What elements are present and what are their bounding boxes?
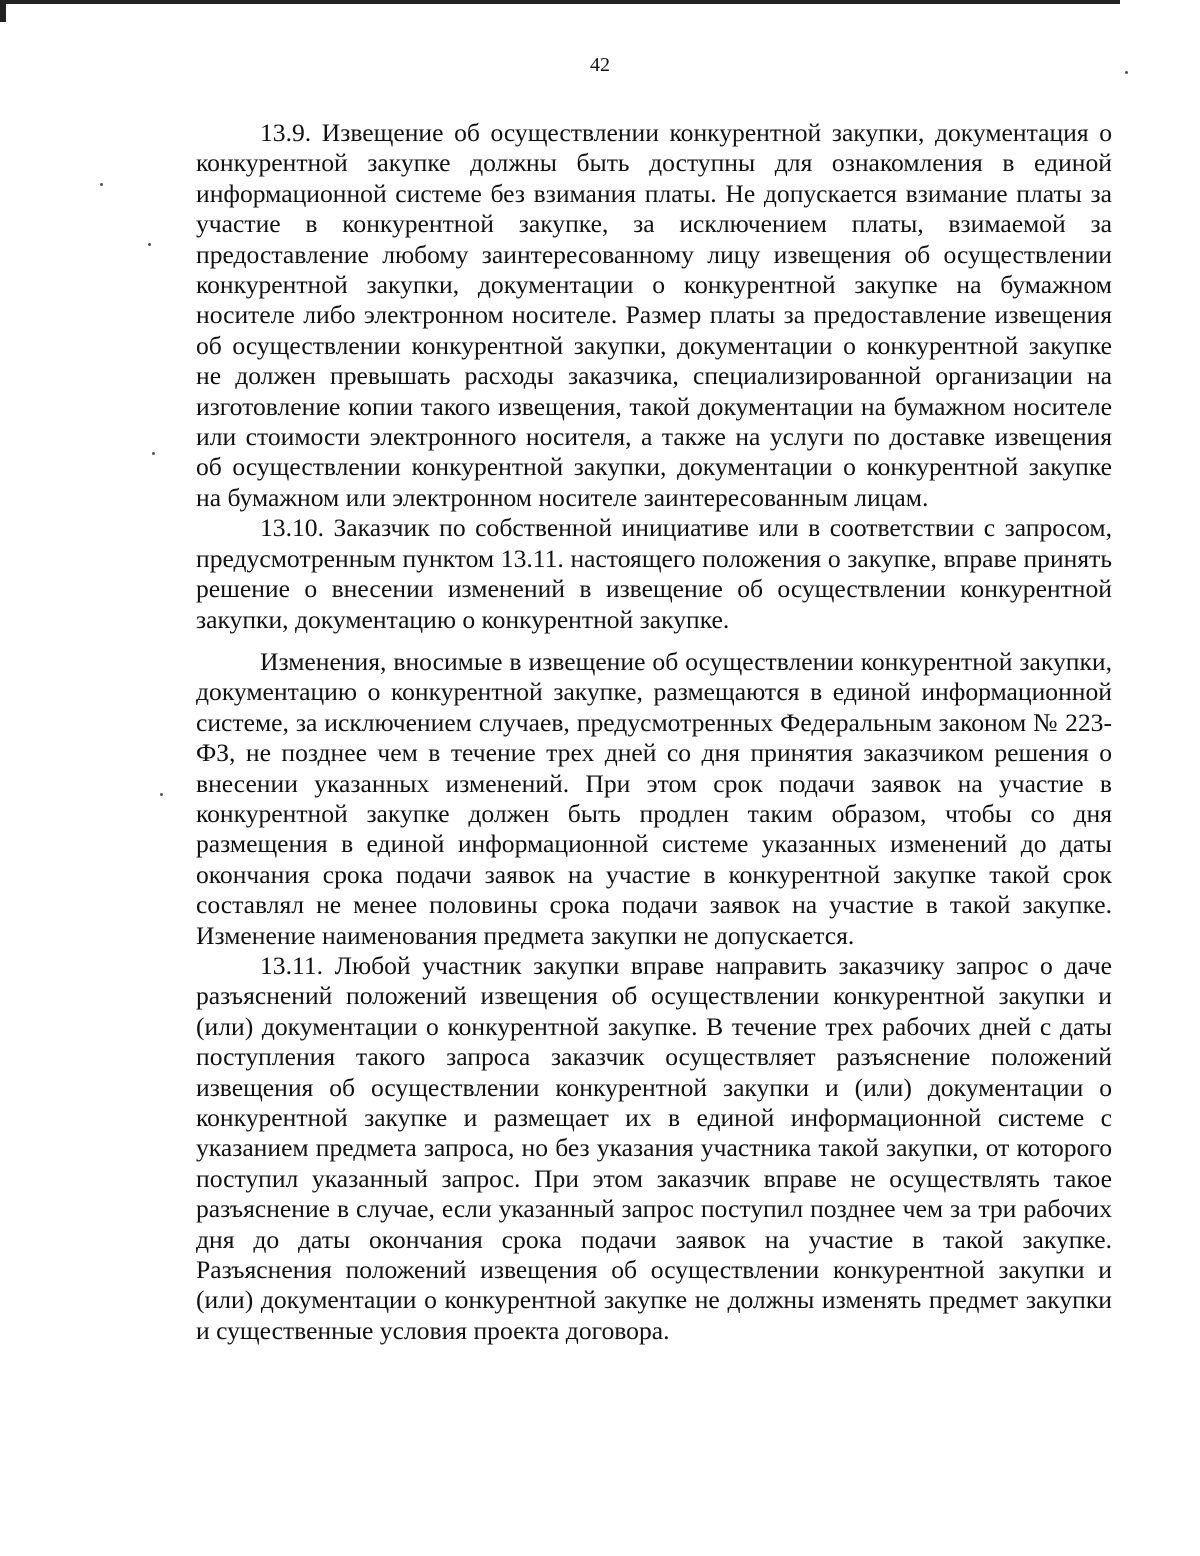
document-body [196,118,1112,1346]
scan-speck [152,452,155,455]
scan-corner-mark [0,0,6,22]
scan-speck [100,183,103,186]
scan-top-edge [0,0,1120,4]
paragraph-changes: Изменения, вносимые в извещение об осуществлении конкурентной закупки, документацию о конкурентной закупке, размещаются в единой информационной системе, за исключением случаев, предусмотренных Федеральным законом № 223-ФЗ, не позднее чем в течение трех дней со дня принятия заказчиком решения о внесении указанных изменений. При этом срок подачи заявок на участие в конкурентной закупке должен быть продлен таким образом, чтобы со дня размещения в единой информационной системе указанных изменений до даты окончания срока подачи заявок на участие в конкурентной закупке такой срок составлял не менее половины срока подачи заявок на участие в такой закупке. Изменение наименования предмета закупки не допускается. [196,646,1112,950]
page-number: 42 [590,54,610,76]
paragraph-13-10: 13.10. Заказчик по собственной инициативе или в соответствии с запросом, предусмотренным пунктом 13.11. настоящего положения о закупке, вправе принять решение о внесении изменений в извещение об осуществлении конкурентной закупки, документацию о конкурентной закупке. [196,513,1112,634]
scan-speck [148,243,151,246]
paragraph-13-11: 13.11. Любой участник закупки вправе направить заказчику запрос о даче разъяснений положений извещения об осуществлении конкурентной закупки и (или) документации о конкурентной закупке. В течение трех рабочих дней с даты поступления такого запроса заказчик осуществляет разъяснение положений извещения об осуществлении конкурентной закупки и (или) документации о конкурентной закупке и размещает их в единой информационной системе с указанием предмета запроса, но без указания участника такой закупки, от которого поступил указанный запрос. При этом заказчик вправе не осуществлять такое разъяснение в случае, если указанный запрос поступил позднее чем за три рабочих дня до даты окончания срока подачи заявок на участие в такой закупке. Разъяснения положений извещения об осуществлении конкурентной закупки и (или) документации о конкурентной закупке не должны изменять предмет закупки и существенные условия проекта договора. [196,950,1112,1345]
scan-speck [160,793,163,796]
paragraph-13-9: 13.9. Извещение об осуществлении конкурентной закупки, документация о конкурентной закупке должны быть доступны для ознакомления в единой информационной системе без взимания платы. Не допускается взимание платы за участие в конкурентной закупке, за исключением платы, взимаемой за предоставление любому заинтересованному лицу извещения об осуществлении конкурентной закупки, документации о конкурентной закупке на бумажном носителе либо электронном носителе. Размер платы за предоставление извещения об осуществлении конкурентной закупки, документации о конкурентной закупке не должен превышать расходы заказчика, специализированной организации на изготовление копии такого извещения, такой документации на бумажном носителе или стоимости электронного носителя, а также на услуги по доставке извещения об осуществлении конкурентной закупки, документации о конкурентной закупке на бумажном или электронном носителе заинтересованным лицам. [196,118,1112,512]
